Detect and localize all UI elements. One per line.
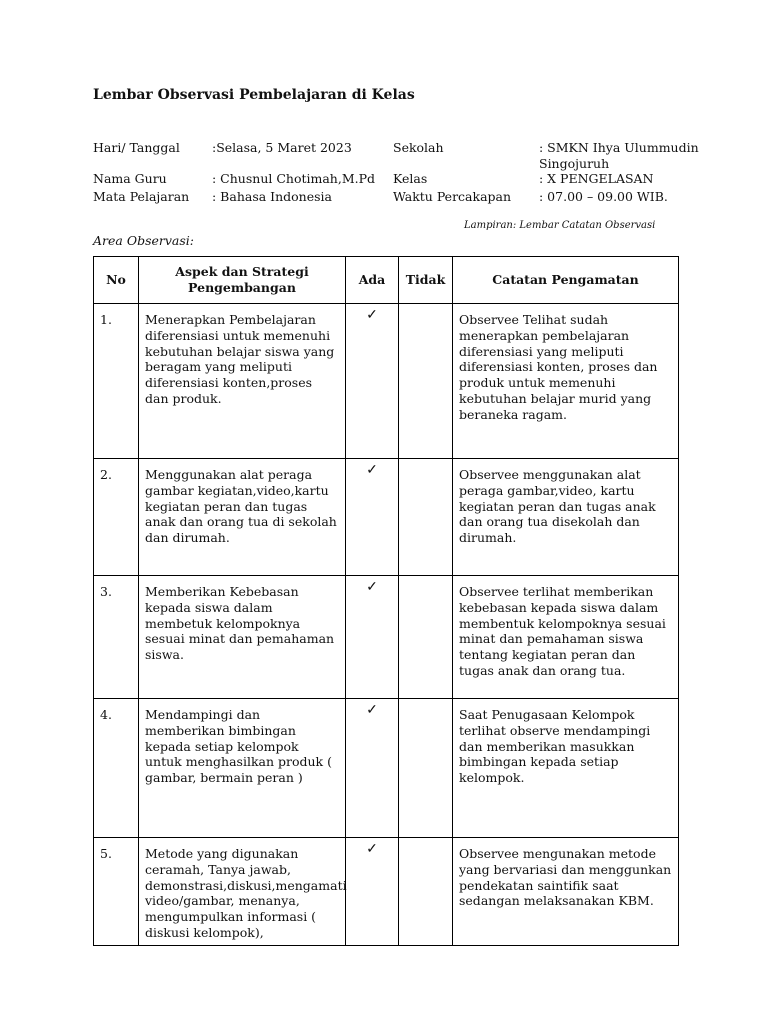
table-row [94,304,679,459]
kelas-value: : X PENGELASAN [539,171,654,186]
page-title: Lembar Observasi Pembelajaran di Kelas [93,87,415,103]
table-row [94,699,679,838]
row-catatan: Observee mengunakan metode yang bervariasi dan menggunkan pendekatan saintifik saat sedangan melaksanakan KBM. [453,838,679,946]
header-no: No [94,257,139,304]
sekolah-label: Sekolah [393,140,444,155]
header-catatan: Catatan Pengamatan [453,257,679,304]
header-aspek: Aspek dan Strategi Pengembangan [139,257,346,304]
hari-label: Hari/ Tanggal [93,140,180,155]
table-row [94,459,679,576]
row-aspek: Memberikan Kebebasan kepada siswa dalam membetuk kelompoknya sesuai minat dan pemahaman siswa. [139,576,346,699]
check-mark-icon: ✓ [346,838,399,946]
mapel-value: : Bahasa Indonesia [212,189,332,204]
observation-table [93,256,679,946]
mapel-label: Mata Pelajaran [93,189,190,204]
row-catatan: Observee terlihat memberikan kebebasan kepada siswa dalam membentuk kelompoknya sesuai minat dan pemahaman siswa tentang kegiatan peran dan tugas anak dan orang tua. [453,576,679,699]
row-aspek: Metode yang digunakan ceramah, Tanya jawab, demonstrasi,diskusi,mengamati video/gambar, menanya, mengumpulkan informasi ( diskusi kelompok), [139,838,346,946]
check-mark-icon: ✓ [346,304,399,459]
kelas-label: Kelas [393,171,428,186]
waktu-label: Waktu Percakapan [393,189,512,204]
area-observasi-label: Area Observasi: [93,233,195,248]
row-aspek: Mendampingi dan memberikan bimbingan kepada setiap kelompok untuk menghasilkan produk ( gambar, bermain peran ) [139,699,346,838]
sekolah-value: : SMKN Ihya Ulummudin Singojuruh [539,140,699,171]
waktu-value: : 07.00 – 09.00 WIB. [539,189,668,204]
lampiran-note: Lampiran: Lembar Catatan Observasi [464,220,656,231]
check-mark-icon: ✓ [346,699,399,838]
row-tidak [399,304,453,459]
table-row [94,576,679,699]
header-ada: Ada [346,257,399,304]
guru-value: : Chusnul Chotimah,M.Pd [212,171,376,186]
row-no: 2. [94,459,139,576]
check-mark-icon: ✓ [346,459,399,576]
header-tidak: Tidak [399,257,453,304]
table-row [94,838,679,946]
check-mark-icon: ✓ [346,576,399,699]
row-catatan: Observee Telihat sudah menerapkan pembelajaran diferensiasi yang meliputi diferensiasi konten, proses dan produk untuk memenuhi kebutuhan belajar murid yang beraneka ragam. [453,304,679,459]
row-catatan: Observee menggunakan alat peraga gambar,video, kartu kegiatan peran dan tugas anak dan orang tua disekolah dan dirumah. [453,459,679,576]
row-no: 4. [94,699,139,838]
hari-value: :Selasa, 5 Maret 2023 [212,140,352,155]
row-tidak [399,576,453,699]
row-aspek: Menggunakan alat peraga gambar kegiatan,video,kartu kegiatan peran dan tugas anak dan orang tua di sekolah dan dirumah. [139,459,346,576]
row-no: 3. [94,576,139,699]
row-tidak [399,699,453,838]
row-tidak [399,459,453,576]
row-catatan: Saat Penugasaan Kelompok terlihat observe mendampingi dan memberikan masukkan bimbingan kepada setiap kelompok. [453,699,679,838]
guru-label: Nama Guru [93,171,167,186]
row-aspek: Menerapkan Pembelajaran diferensiasi untuk memenuhi kebutuhan belajar siswa yang beragam yang meliputi diferensiasi konten,proses dan produk. [139,304,346,459]
row-tidak [399,838,453,946]
row-no: 5. [94,838,139,946]
table-header-row [94,257,679,304]
row-no: 1. [94,304,139,459]
